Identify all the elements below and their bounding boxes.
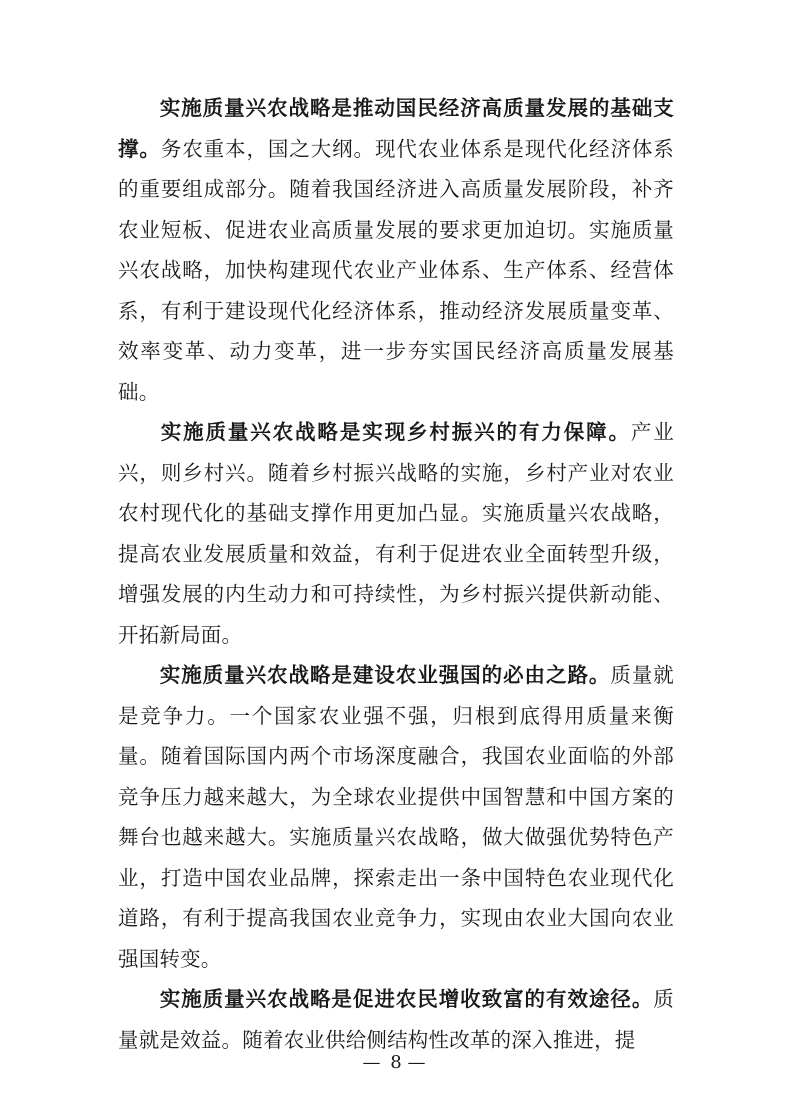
paragraph-2-body: 产业兴，则乡村兴。随着乡村振兴战略的实施，乡村产业对农业农村现代化的基础支撑作用更加凸显。实施质量兴农战略，提高农业发展质量和效益，有利于促进农业全面转型升级，增强发展的内生动力和可持续性，为乡村振兴提供新动能、开拓新局面。 [118, 420, 674, 647]
page-number: 8 [390, 1052, 402, 1073]
paragraph-4 [118, 979, 674, 1060]
paragraph-4-body: 质量就是效益。随着农业供给侧结构性改革的深入推进，提 [118, 987, 674, 1052]
paragraph-3-body: 质量就是竞争力。一个国家农业强不强，归根到底得用质量来衡量。随着国际国内两个市场深度融合，我国农业面临的外部竞争压力越来越大，为全球农业提供中国智慧和中国方案的舞台也越来越大。实施质量兴农战略，做大做强优势特色产业，打造中国农业品牌，探索走出一条中国特色农业现代化道路，有利于提高我国农业竞争力，实现由农业大国向农业强国转变。 [118, 663, 674, 971]
paragraph-3 [118, 655, 674, 979]
paragraph-3-lead: 实施质量兴农战略是建设农业强国的必由之路。 [159, 663, 611, 687]
paragraph-2 [118, 412, 674, 655]
paragraph-4-lead: 实施质量兴农战略是促进农民增收致富的有效途径。 [159, 987, 654, 1011]
paragraph-1 [118, 88, 674, 412]
page-footer [0, 1052, 792, 1073]
footer-dash-left: — [362, 1052, 385, 1073]
footer-dash-right: — [407, 1052, 430, 1073]
paragraph-1-lead: 实施质量兴农战略是推动国民经济高质量发展的基础支撑。 [118, 96, 674, 161]
paragraph-1-body: 务农重本，国之大纲。现代农业体系是现代化经济体系的重要组成部分。随着我国经济进入高质量发展阶段，补齐农业短板、促进农业高质量发展的要求更加迫切。实施质量兴农战略，加快构建现代农业产业体系、生产体系、经营体系，有利于建设现代化经济体系，推动经济发展质量变革、效率变革、动力变革，进一步夯实国民经济高质量发展基础。 [118, 136, 674, 404]
paragraph-2-lead: 实施质量兴农战略是实现乡村振兴的有力保障。 [159, 420, 631, 444]
page-body [118, 88, 674, 1060]
